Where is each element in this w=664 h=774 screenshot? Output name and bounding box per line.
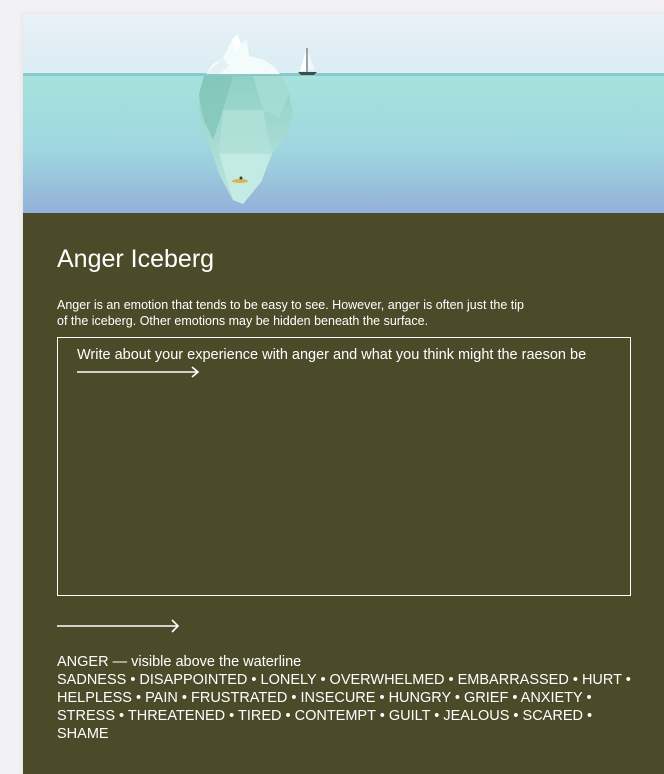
emotion-legend xyxy=(57,653,637,743)
emotion-legend-heading: ANGER — visible above the waterline xyxy=(57,654,302,670)
iceberg-illustration xyxy=(23,14,664,213)
arrow-right-icon xyxy=(77,366,201,378)
iceberg-card xyxy=(23,14,664,774)
page-title: Anger Iceberg xyxy=(57,245,215,273)
journal-prompt: Write about your experience with anger and what you think might the raeson be xyxy=(77,347,587,363)
intro-text: Anger is an emotion that tends to be easy to see. However, anger is often just the tip of the iceberg. Other emotions may be hidden beneath the surface. xyxy=(57,298,524,328)
journal-textarea[interactable] xyxy=(57,337,631,596)
emotion-list: SADNESS • DISAPPOINTED • LONELY • OVERWHELMED • EMBARRASSED • HURT • HELPLESS • PAIN • FRUSTRATED • INSECURE • HUNGRY • GRIEF • ANXIETY • STRESS • THREATENED • TIRED • CONTEMPT • GUILT • JEALOUS • SCARED • SHAME xyxy=(57,672,631,742)
arrow-right-icon xyxy=(57,619,181,633)
